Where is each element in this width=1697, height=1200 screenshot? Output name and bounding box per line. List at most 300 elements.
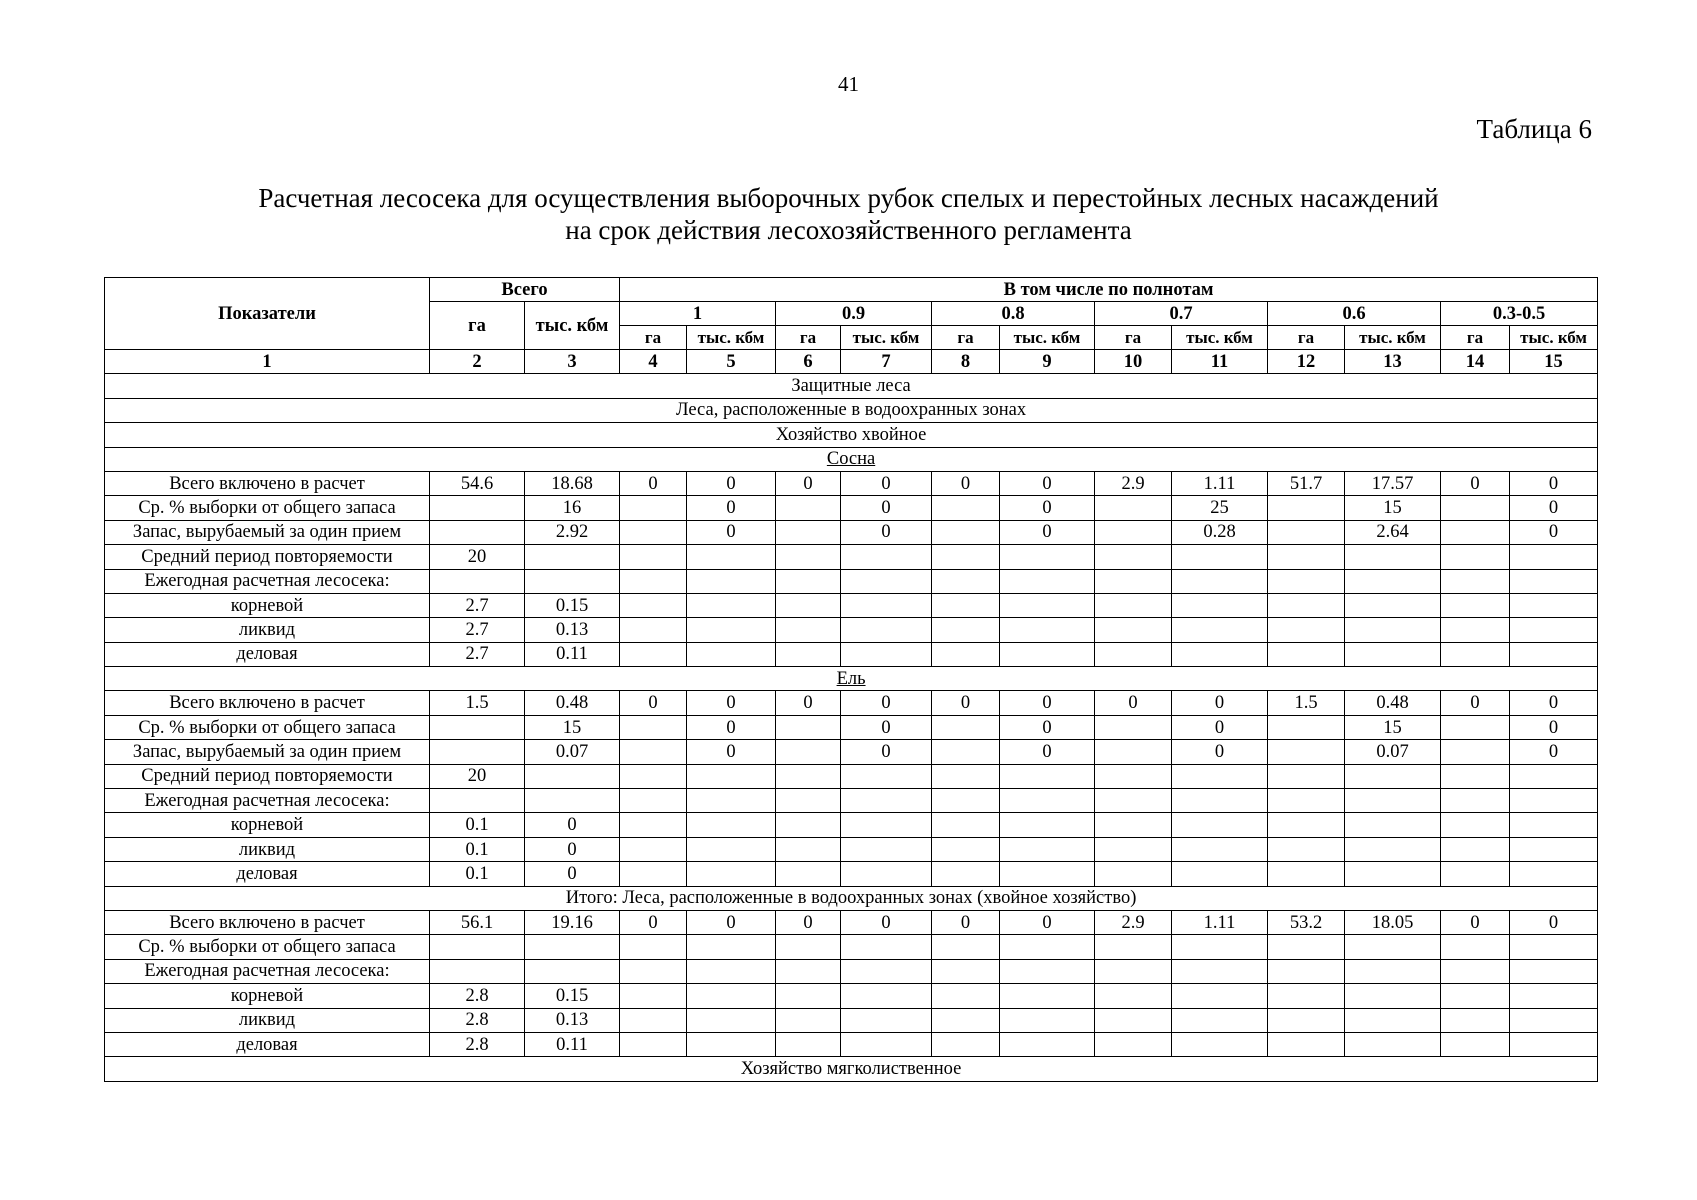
table-cell: 0 — [620, 910, 687, 934]
table-row — [105, 545, 1598, 569]
table-cell — [1345, 545, 1441, 569]
indicator-label: Ежегодная расчетная лесосека: — [105, 959, 430, 983]
table-cell: 16 — [525, 496, 620, 520]
table-cell — [1000, 618, 1095, 642]
table-cell: 0 — [776, 471, 841, 495]
table-cell: 1.11 — [1172, 910, 1268, 934]
table-cell — [932, 569, 1000, 593]
table-cell: 19.16 — [525, 910, 620, 934]
header-unit-tkbm: тыс. кбм — [1510, 326, 1598, 350]
table-cell — [841, 813, 932, 837]
table-cell — [1510, 593, 1598, 617]
table-row — [105, 764, 1598, 788]
section-row — [105, 1057, 1598, 1081]
table-cell — [1268, 935, 1345, 959]
header-unit-tkbm: тыс. кбм — [1000, 326, 1095, 350]
table-cell — [932, 862, 1000, 886]
table-cell: 18.05 — [1345, 910, 1441, 934]
table-cell — [1510, 789, 1598, 813]
table-cell — [1172, 862, 1268, 886]
table-cell — [1268, 496, 1345, 520]
table-cell — [620, 715, 687, 739]
indicator-label: Запас, вырубаемый за один прием — [105, 740, 430, 764]
table-cell — [1510, 935, 1598, 959]
table-cell: 0.1 — [430, 813, 525, 837]
column-number: 10 — [1095, 350, 1172, 374]
table-cell — [1345, 569, 1441, 593]
table-cell: 0 — [932, 910, 1000, 934]
table-cell — [620, 959, 687, 983]
section-total: Итого: Леса, расположенные в водоохранных зонах (хвойное хозяйство) — [105, 886, 1598, 910]
table-cell: 0 — [1172, 740, 1268, 764]
table-cell: 20 — [430, 545, 525, 569]
table-cell: 25 — [1172, 496, 1268, 520]
table-cell: 0 — [1000, 910, 1095, 934]
table-cell — [1268, 764, 1345, 788]
table-cell — [1441, 593, 1510, 617]
table-cell — [1095, 935, 1172, 959]
table-cell — [1095, 715, 1172, 739]
column-number: 4 — [620, 350, 687, 374]
section-spruce-label: Ель — [836, 668, 866, 689]
table-cell — [1441, 862, 1510, 886]
table-cell — [1345, 813, 1441, 837]
table-cell: 0 — [687, 740, 776, 764]
section-softwood-farming: Хозяйство мягколиственное — [105, 1057, 1598, 1081]
table-cell — [1510, 984, 1598, 1008]
table-cell: 0 — [776, 910, 841, 934]
table-cell: 0 — [1441, 910, 1510, 934]
column-number: 2 — [430, 350, 525, 374]
table-cell — [1441, 715, 1510, 739]
table-cell — [1000, 862, 1095, 886]
table-cell — [1441, 618, 1510, 642]
header-density-0-3-0-5: 0.3-0.5 — [1441, 302, 1598, 326]
table-cell — [620, 496, 687, 520]
header-unit-tkbm: тыс. кбм — [1172, 326, 1268, 350]
table-cell — [932, 1008, 1000, 1032]
table-cell — [841, 618, 932, 642]
table-cell: 0 — [1000, 471, 1095, 495]
table-cell: 2.9 — [1095, 471, 1172, 495]
table-cell — [1510, 545, 1598, 569]
table-cell — [1345, 764, 1441, 788]
table-cell: 0 — [620, 691, 687, 715]
table-cell — [1441, 789, 1510, 813]
table-cell — [1510, 1008, 1598, 1032]
table-cell — [620, 740, 687, 764]
table-cell: 0 — [1000, 740, 1095, 764]
table-cell — [1345, 1008, 1441, 1032]
indicator-label: Ежегодная расчетная лесосека: — [105, 569, 430, 593]
table-cell — [687, 813, 776, 837]
table-cell — [841, 1008, 932, 1032]
table-row — [105, 471, 1598, 495]
table-cell: 0 — [841, 740, 932, 764]
table-cell — [776, 545, 841, 569]
table-cell — [687, 618, 776, 642]
table-cell — [1000, 1032, 1095, 1056]
table-cell — [687, 642, 776, 666]
table-cell — [430, 935, 525, 959]
table-cell — [841, 837, 932, 861]
table-cell — [1510, 1032, 1598, 1056]
table-cell: 0 — [1510, 740, 1598, 764]
table-cell — [1345, 935, 1441, 959]
table-cell: 0 — [687, 520, 776, 544]
table-row — [105, 691, 1598, 715]
table-cell — [1345, 1032, 1441, 1056]
table-cell — [1441, 1032, 1510, 1056]
table-cell — [932, 1032, 1000, 1056]
table-row — [105, 959, 1598, 983]
indicator-label: Ср. % выборки от общего запаса — [105, 496, 430, 520]
table-cell — [1095, 813, 1172, 837]
table-cell: 0 — [1000, 691, 1095, 715]
table-cell — [932, 959, 1000, 983]
table-cell — [1268, 862, 1345, 886]
table-cell: 0 — [776, 691, 841, 715]
section-pine-label: Сосна — [826, 449, 876, 470]
header-unit-ha: га — [1095, 326, 1172, 350]
section-protective-forests: Защитные леса — [105, 374, 1598, 398]
indicator-label: корневой — [105, 984, 430, 1008]
table-row — [105, 496, 1598, 520]
table-cell — [1345, 618, 1441, 642]
table-cell — [1441, 813, 1510, 837]
table-cell — [1268, 715, 1345, 739]
table-cell — [1172, 618, 1268, 642]
table-cell: 0.15 — [525, 593, 620, 617]
header-unit-tkbm: тыс. кбм — [1345, 326, 1441, 350]
table-cell: 0 — [932, 691, 1000, 715]
indicator-label: деловая — [105, 862, 430, 886]
table-cell — [1441, 642, 1510, 666]
table-cell: 0 — [1172, 691, 1268, 715]
table-cell — [1095, 545, 1172, 569]
table-cell — [687, 764, 776, 788]
header-unit-ha: га — [1441, 326, 1510, 350]
table-cell — [525, 569, 620, 593]
table-cell — [687, 837, 776, 861]
table-row — [105, 910, 1598, 934]
table-cell — [1510, 862, 1598, 886]
table-cell — [620, 618, 687, 642]
table-cell — [1095, 1032, 1172, 1056]
table-cell — [1345, 959, 1441, 983]
table-cell — [1095, 740, 1172, 764]
header-density-0-6: 0.6 — [1268, 302, 1441, 326]
header-density-0-9: 0.9 — [776, 302, 932, 326]
table-cell — [1000, 837, 1095, 861]
table-cell: 15 — [525, 715, 620, 739]
column-number: 5 — [687, 350, 776, 374]
section-row — [105, 447, 1598, 471]
table-cell: 0 — [1000, 496, 1095, 520]
table-cell — [1510, 569, 1598, 593]
table-cell — [687, 862, 776, 886]
table-cell — [1345, 642, 1441, 666]
table-cell — [1095, 789, 1172, 813]
table-cell — [1345, 837, 1441, 861]
table-cell — [1510, 642, 1598, 666]
table-cell — [1268, 813, 1345, 837]
table-cell: 1.5 — [1268, 691, 1345, 715]
table-cell — [1441, 569, 1510, 593]
table-cell — [620, 837, 687, 861]
table-cell: 0 — [1095, 691, 1172, 715]
column-number: 6 — [776, 350, 841, 374]
table-cell — [430, 959, 525, 983]
table-cell: 2.64 — [1345, 520, 1441, 544]
table-cell — [1268, 789, 1345, 813]
table-cell — [687, 1032, 776, 1056]
table-cell — [1441, 935, 1510, 959]
table-cell — [841, 959, 932, 983]
table-cell — [1172, 935, 1268, 959]
table-cell: 0 — [687, 471, 776, 495]
header-total: Всего — [430, 278, 620, 302]
table-cell — [1000, 984, 1095, 1008]
table-cell — [1000, 959, 1095, 983]
table-cell — [1172, 593, 1268, 617]
logging-volume-table — [104, 277, 1598, 1082]
table-row — [105, 1008, 1598, 1032]
table-cell: 0.1 — [430, 862, 525, 886]
table-cell — [1268, 569, 1345, 593]
table-cell — [1441, 959, 1510, 983]
table-cell — [776, 789, 841, 813]
table-cell — [1441, 764, 1510, 788]
table-cell — [932, 935, 1000, 959]
header-total-ha: га — [430, 302, 525, 350]
table-cell — [687, 545, 776, 569]
section-row — [105, 398, 1598, 422]
table-cell — [1172, 959, 1268, 983]
table-cell: 0.07 — [525, 740, 620, 764]
table-cell: 0 — [1510, 520, 1598, 544]
table-cell — [932, 715, 1000, 739]
section-pine — [105, 447, 1598, 471]
table-cell — [620, 935, 687, 959]
table-cell — [1268, 545, 1345, 569]
table-cell: 15 — [1345, 496, 1441, 520]
table-cell — [841, 984, 932, 1008]
table-cell — [430, 740, 525, 764]
table-cell — [932, 618, 1000, 642]
table-row — [105, 593, 1598, 617]
table-cell: 0.13 — [525, 618, 620, 642]
section-row — [105, 423, 1598, 447]
column-numbers-row — [105, 350, 1598, 374]
table-cell — [776, 715, 841, 739]
table-row — [105, 520, 1598, 544]
table-cell — [1441, 740, 1510, 764]
header-total-tkbm: тыс. кбм — [525, 302, 620, 350]
indicator-label: ликвид — [105, 1008, 430, 1032]
table-cell — [932, 837, 1000, 861]
table-cell — [841, 593, 932, 617]
indicator-label: Ежегодная расчетная лесосека: — [105, 789, 430, 813]
table-cell — [1510, 618, 1598, 642]
indicator-label: Всего включено в расчет — [105, 910, 430, 934]
table-cell — [525, 764, 620, 788]
column-number: 1 — [105, 350, 430, 374]
table-cell — [1000, 545, 1095, 569]
table-cell — [1441, 984, 1510, 1008]
table-cell: 1.5 — [430, 691, 525, 715]
table-cell — [430, 520, 525, 544]
table-cell — [1441, 1008, 1510, 1032]
table-cell — [1510, 959, 1598, 983]
table-cell — [430, 569, 525, 593]
table-cell: 1.11 — [1172, 471, 1268, 495]
table-cell — [932, 496, 1000, 520]
table-cell — [1000, 569, 1095, 593]
table-cell: 0 — [932, 471, 1000, 495]
table-cell — [776, 593, 841, 617]
table-row — [105, 618, 1598, 642]
table-cell — [841, 1032, 932, 1056]
table-cell — [1510, 813, 1598, 837]
table-cell — [841, 862, 932, 886]
table-cell — [932, 984, 1000, 1008]
table-cell: 0 — [1510, 910, 1598, 934]
table-cell — [620, 789, 687, 813]
table-cell — [430, 715, 525, 739]
indicator-label: Всего включено в расчет — [105, 471, 430, 495]
table-cell — [1172, 789, 1268, 813]
table-cell — [1510, 837, 1598, 861]
table-cell — [1172, 1032, 1268, 1056]
table-cell: 2.7 — [430, 593, 525, 617]
table-cell: 2.9 — [1095, 910, 1172, 934]
table-cell: 53.2 — [1268, 910, 1345, 934]
table-cell — [1510, 764, 1598, 788]
indicator-label: Запас, вырубаемый за один прием — [105, 520, 430, 544]
table-cell — [620, 642, 687, 666]
table-cell — [1345, 862, 1441, 886]
header-by-density: В том числе по полнотам — [620, 278, 1598, 302]
table-cell — [1000, 642, 1095, 666]
table-cell — [1095, 642, 1172, 666]
header-density-0-7: 0.7 — [1095, 302, 1268, 326]
indicator-label: Ср. % выборки от общего запаса — [105, 935, 430, 959]
table-cell: 0.15 — [525, 984, 620, 1008]
table-cell: 0 — [841, 471, 932, 495]
table-cell — [1268, 618, 1345, 642]
table-row — [105, 935, 1598, 959]
table-cell — [776, 935, 841, 959]
table-cell — [620, 520, 687, 544]
indicator-label: Средний период повторяемости — [105, 545, 430, 569]
table-cell — [430, 496, 525, 520]
table-cell — [776, 740, 841, 764]
table-row — [105, 862, 1598, 886]
table-cell: 0.11 — [525, 1032, 620, 1056]
table-cell — [1095, 1008, 1172, 1032]
table-cell: 0.48 — [1345, 691, 1441, 715]
indicator-label: деловая — [105, 1032, 430, 1056]
table-cell — [620, 545, 687, 569]
table-cell: 0 — [841, 715, 932, 739]
table-cell — [776, 569, 841, 593]
table-cell — [1000, 764, 1095, 788]
table-cell — [1268, 984, 1345, 1008]
table-cell — [1172, 813, 1268, 837]
table-cell — [687, 593, 776, 617]
table-cell — [1441, 520, 1510, 544]
table-cell — [1172, 764, 1268, 788]
table-cell — [1268, 740, 1345, 764]
table-cell: 2.8 — [430, 1008, 525, 1032]
indicator-label: Средний период повторяемости — [105, 764, 430, 788]
column-number: 12 — [1268, 350, 1345, 374]
table-cell — [932, 813, 1000, 837]
table-cell — [1268, 837, 1345, 861]
table-cell: 0 — [841, 496, 932, 520]
table-cell — [776, 813, 841, 837]
table-cell — [776, 1032, 841, 1056]
table-row — [105, 813, 1598, 837]
indicator-label: ликвид — [105, 837, 430, 861]
table-cell — [620, 764, 687, 788]
table-cell — [1172, 837, 1268, 861]
table-cell: 0.13 — [525, 1008, 620, 1032]
section-water-protection-zones: Леса, расположенные в водоохранных зонах — [105, 398, 1598, 422]
table-cell: 0 — [841, 520, 932, 544]
table-cell — [776, 618, 841, 642]
table-row — [105, 984, 1598, 1008]
table-cell — [525, 789, 620, 813]
table-cell — [932, 593, 1000, 617]
table-cell — [620, 862, 687, 886]
table-cell: 0.07 — [1345, 740, 1441, 764]
indicator-label: ликвид — [105, 618, 430, 642]
table-cell — [841, 569, 932, 593]
table-cell — [1172, 569, 1268, 593]
table-cell — [620, 569, 687, 593]
table-cell: 51.7 — [1268, 471, 1345, 495]
header-unit-ha: га — [620, 326, 687, 350]
table-cell — [1000, 935, 1095, 959]
table-cell: 0 — [1441, 691, 1510, 715]
table-cell — [1268, 642, 1345, 666]
table-cell: 0 — [525, 837, 620, 861]
table-cell: 56.1 — [430, 910, 525, 934]
table-cell: 0 — [1000, 520, 1095, 544]
table-cell — [841, 935, 932, 959]
table-cell — [1095, 984, 1172, 1008]
column-number: 13 — [1345, 350, 1441, 374]
table-cell — [620, 1008, 687, 1032]
table-cell: 0 — [687, 691, 776, 715]
table-cell — [1345, 593, 1441, 617]
table-cell — [687, 984, 776, 1008]
table-cell: 0 — [1510, 496, 1598, 520]
column-number: 11 — [1172, 350, 1268, 374]
table-cell — [1172, 642, 1268, 666]
table-cell: 17.57 — [1345, 471, 1441, 495]
column-number: 14 — [1441, 350, 1510, 374]
table-cell — [1095, 593, 1172, 617]
section-row — [105, 667, 1598, 691]
column-number: 3 — [525, 350, 620, 374]
table-cell: 18.68 — [525, 471, 620, 495]
table-cell — [1095, 959, 1172, 983]
table-cell: 2.7 — [430, 642, 525, 666]
table-cell — [932, 642, 1000, 666]
